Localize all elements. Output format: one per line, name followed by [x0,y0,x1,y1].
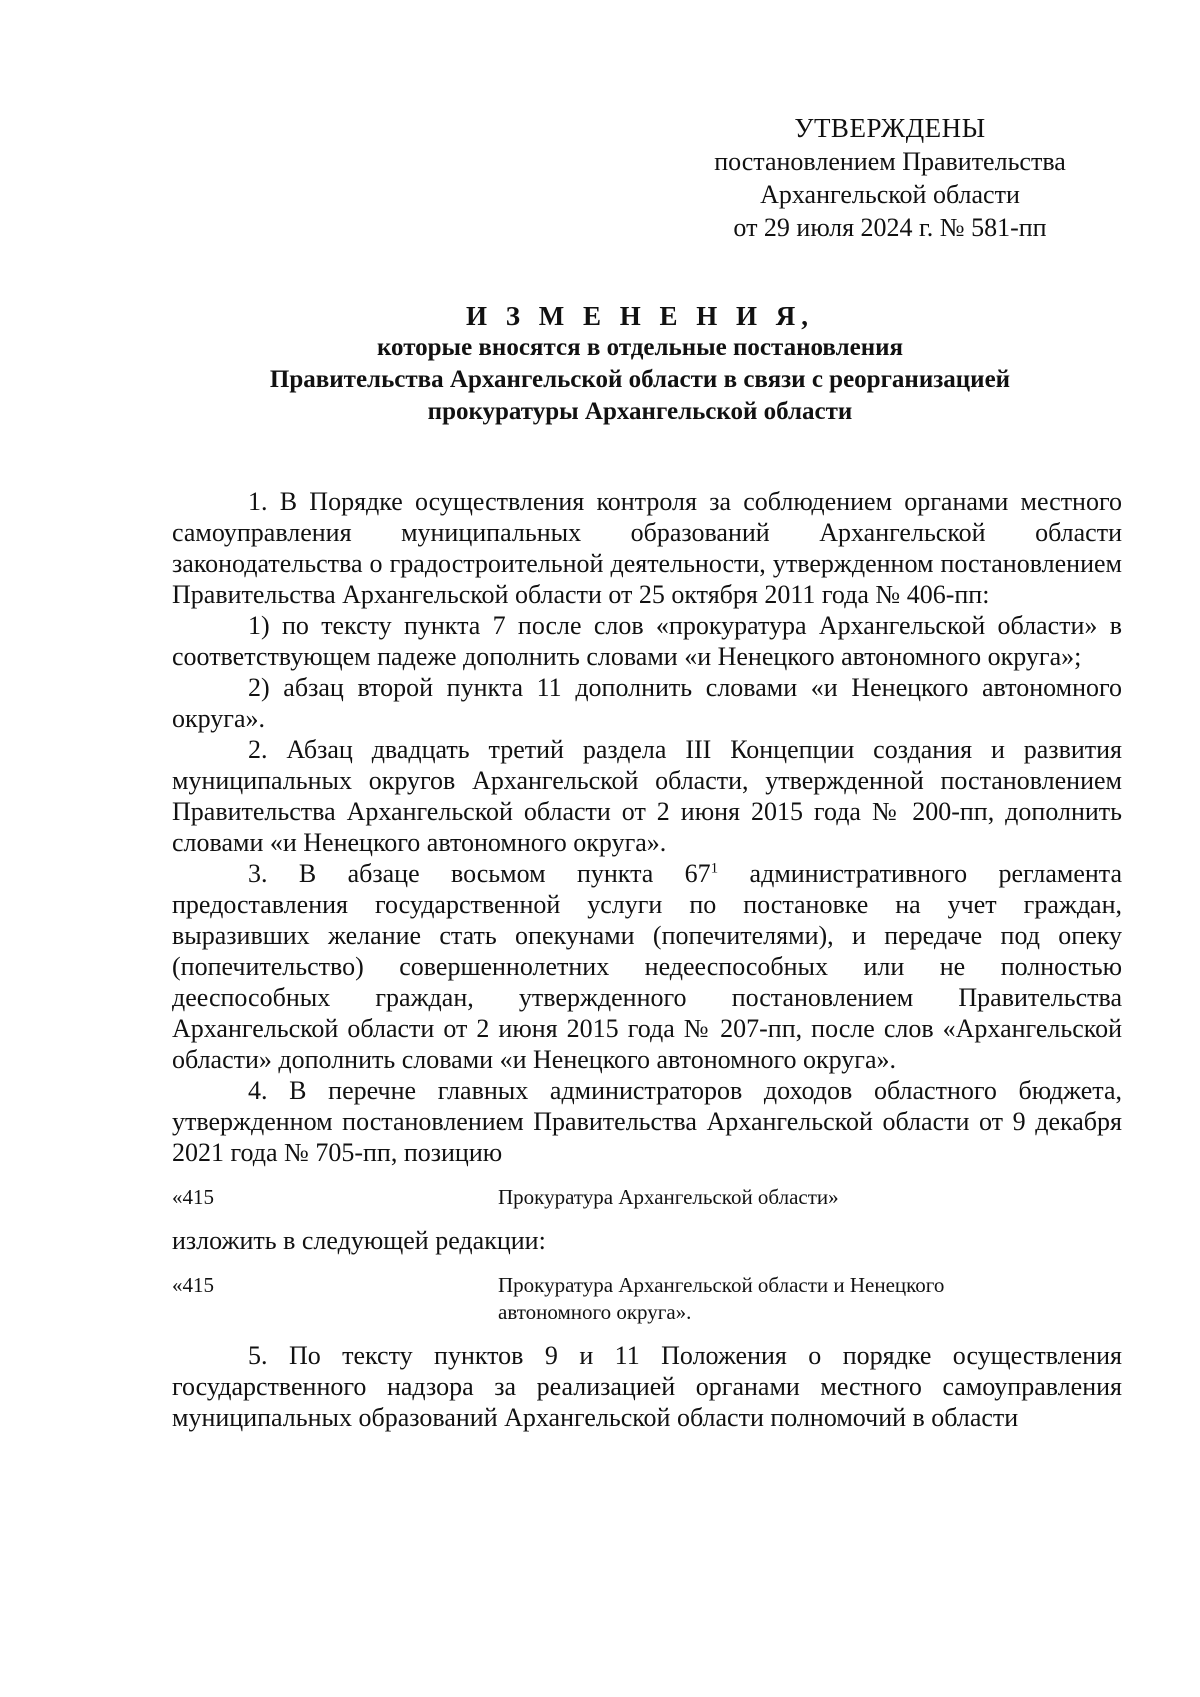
heading-line-2: Правительства Архангельской области в связи с реорганизацией [269,366,1011,393]
paragraph-3-superscript: 1 [710,860,719,877]
new-position-row [172,1272,1122,1326]
paragraph-4: 4. В перечне главных администраторов доходов областного бюджета, утвержденном постановлением Правительства Архангельской области от 9 декабря 2021 года № 705-пп, позицию [172,1076,1122,1167]
new-position-name: Прокуратура Архангельской области и Ненецкого автономного округа». [498,1273,945,1324]
approval-line-3: от 29 июля 2024 г. № 581-пп [733,213,1047,242]
redaction-text: изложить в следующей редакции: [172,1226,546,1255]
approval-title: УТВЕРЖДЕНЫ [794,113,986,143]
heading-line-3: прокуратуры Архангельской области [427,398,853,425]
old-position-code: «415 [172,1185,214,1209]
old-position-name: Прокуратура Архангельской области» [498,1185,839,1209]
old-position-row [172,1184,1122,1211]
document-heading [130,300,1150,428]
approval-block [700,112,1080,244]
paragraph-2: 2. Абзац двадцать третий раздела III Концепции создания и развития муниципальных округов Архангельской области, утвержденной постановлением Правительства Архангельской области от 2 июня 2015 года № 200-пп, дополнить словами «и Ненецкого автономного округа». [172,735,1122,857]
paragraph-1: 1. В Порядке осуществления контроля за соблюдением органами местного самоуправления муниципальных образований Архангельской области законодательства о градостроительной деятельности, утвержденном постановлением Правительства Архангельской области от 25 октября 2011 года № 406-пп: [172,487,1122,609]
paragraph-3-start: 3. В абзаце восьмом пункта 67 [248,859,711,888]
new-position-code: «415 [172,1273,214,1297]
paragraph-1-subitem-1: 1) по тексту пункта 7 после слов «прокуратура Архангельской области» в соответствующем падеже дополнить словами «и Ненецкого автономного округа»; [172,611,1122,671]
paragraph-1-subitem-2: 2) абзац второй пункта 11 дополнить словами «и Ненецкого автономного округа». [172,673,1122,733]
paragraph-3-end: административного регламента предоставления государственной услуги по постановке на учет граждан, выразивших желание стать опекунами (попечителями), и передаче под опеку (попечительство) совершеннолетних недееспособных или не полностью дееспособных граждан, утвержденного постановлением Правительства Архангельской области от 2 июня 2015 года № 207-пп, после слов «Архангельской области» дополнить словами «и Ненецкого автономного округа». [172,859,1122,1074]
paragraph-3 [172,858,1122,1075]
document-body [172,486,1122,1433]
heading-line-1: которые вносятся в отдельные постановления [376,334,904,361]
approval-line-1: постановлением Правительства [714,147,1066,176]
approval-line-2: Архангельской области [760,180,1020,209]
heading-title: И З М Е Н Е Н И Я, [465,301,814,331]
paragraph-5: 5. По тексту пунктов 9 и 11 Положения о порядке осуществления государственного надзора за реализацией органами местного самоуправления муниципальных образований Архангельской области полномочий в области [172,1341,1122,1432]
